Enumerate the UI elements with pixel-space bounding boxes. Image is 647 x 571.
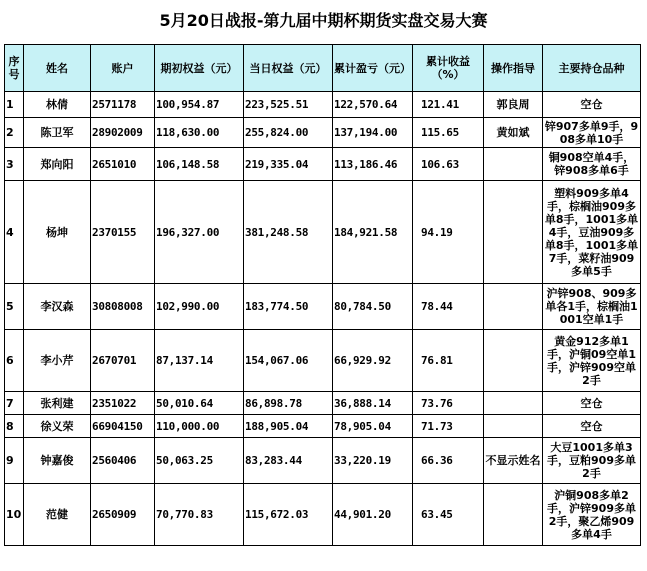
header-account: 账户 xyxy=(91,45,155,92)
header-pnl: 累计盈亏（元） xyxy=(333,45,413,92)
cell-holdings: 黄金912多单1手，沪铜09空单1手，沪锌909空单2手 xyxy=(543,330,641,392)
cell-pnl: 66,929.92 xyxy=(333,330,413,392)
cell-return: 71.73 xyxy=(413,415,484,438)
cell-pnl: 80,784.50 xyxy=(333,284,413,330)
table-row xyxy=(5,484,641,546)
cell-holdings: 空仓 xyxy=(543,415,641,438)
cell-account: 2351022 xyxy=(91,392,155,415)
cell-pnl: 78,905.04 xyxy=(333,415,413,438)
cell-current: 219,335.04 xyxy=(244,148,333,181)
cell-idx: 6 xyxy=(5,330,24,392)
table-row xyxy=(5,392,641,415)
cell-guide xyxy=(484,284,543,330)
cell-name: 徐义荣 xyxy=(24,415,91,438)
cell-guide: 郭良周 xyxy=(484,92,543,118)
table-row xyxy=(5,181,641,284)
cell-holdings: 沪锌908、909多单各1手，棕榈油1001空单1手 xyxy=(543,284,641,330)
cell-return: 63.45 xyxy=(413,484,484,546)
cell-initial: 196,327.00 xyxy=(155,181,244,284)
cell-current: 183,774.50 xyxy=(244,284,333,330)
cell-name: 杨坤 xyxy=(24,181,91,284)
header-guide: 操作指导 xyxy=(484,45,543,92)
cell-name: 钟嘉俊 xyxy=(24,438,91,484)
cell-initial: 50,063.25 xyxy=(155,438,244,484)
cell-return: 121.41 xyxy=(413,92,484,118)
table-row xyxy=(5,415,641,438)
cell-account: 2650909 xyxy=(91,484,155,546)
cell-initial: 102,990.00 xyxy=(155,284,244,330)
cell-current: 86,898.78 xyxy=(244,392,333,415)
cell-return: 78.44 xyxy=(413,284,484,330)
cell-account: 2370155 xyxy=(91,181,155,284)
cell-name: 李小芹 xyxy=(24,330,91,392)
header-initial: 期初权益（元） xyxy=(155,45,244,92)
cell-initial: 110,000.00 xyxy=(155,415,244,438)
header-current: 当日权益（元） xyxy=(244,45,333,92)
table-row xyxy=(5,148,641,181)
cell-pnl: 184,921.58 xyxy=(333,181,413,284)
cell-current: 381,248.58 xyxy=(244,181,333,284)
cell-return: 94.19 xyxy=(413,181,484,284)
table-row xyxy=(5,438,641,484)
header-return: 累计收益（%） xyxy=(413,45,484,92)
header-idx: 序号 xyxy=(5,45,24,92)
cell-guide xyxy=(484,415,543,438)
table-row xyxy=(5,118,641,148)
table-row xyxy=(5,92,641,118)
cell-name: 李汉森 xyxy=(24,284,91,330)
cell-name: 郑向阳 xyxy=(24,148,91,181)
cell-pnl: 113,186.46 xyxy=(333,148,413,181)
cell-guide xyxy=(484,484,543,546)
cell-holdings: 锌907多单9手，908多单10手 xyxy=(543,118,641,148)
cell-name: 林倩 xyxy=(24,92,91,118)
cell-idx: 4 xyxy=(5,181,24,284)
cell-pnl: 44,901.20 xyxy=(333,484,413,546)
cell-account: 2571178 xyxy=(91,92,155,118)
cell-guide xyxy=(484,181,543,284)
cell-holdings: 空仓 xyxy=(543,92,641,118)
cell-idx: 9 xyxy=(5,438,24,484)
table-row xyxy=(5,284,641,330)
cell-name: 陈卫军 xyxy=(24,118,91,148)
cell-account: 2670701 xyxy=(91,330,155,392)
cell-current: 188,905.04 xyxy=(244,415,333,438)
cell-account: 30808008 xyxy=(91,284,155,330)
cell-idx: 3 xyxy=(5,148,24,181)
header-holdings: 主要持仓品种 xyxy=(543,45,641,92)
cell-idx: 5 xyxy=(5,284,24,330)
cell-return: 73.76 xyxy=(413,392,484,415)
cell-holdings: 沪铜908多单2手，沪锌909多单2手，聚乙烯909多单4手 xyxy=(543,484,641,546)
cell-initial: 100,954.87 xyxy=(155,92,244,118)
header-row xyxy=(5,45,641,92)
cell-account: 2651010 xyxy=(91,148,155,181)
cell-current: 83,283.44 xyxy=(244,438,333,484)
cell-name: 张利建 xyxy=(24,392,91,415)
cell-current: 115,672.03 xyxy=(244,484,333,546)
cell-initial: 70,770.83 xyxy=(155,484,244,546)
cell-holdings: 空仓 xyxy=(543,392,641,415)
cell-idx: 10 xyxy=(5,484,24,546)
page-title: 5月20日战报-第九届中期杯期货实盘交易大赛 xyxy=(159,11,488,30)
cell-current: 255,824.00 xyxy=(244,118,333,148)
cell-pnl: 33,220.19 xyxy=(333,438,413,484)
cell-guide: 黄如斌 xyxy=(484,118,543,148)
cell-account: 28902009 xyxy=(91,118,155,148)
cell-holdings: 大豆1001多单3手，豆粕909多单2手 xyxy=(543,438,641,484)
cell-name: 范健 xyxy=(24,484,91,546)
cell-account: 66904150 xyxy=(91,415,155,438)
cell-guide xyxy=(484,392,543,415)
cell-guide xyxy=(484,148,543,181)
cell-holdings: 塑料909多单4手，棕榈油909多单8手，1001多单4手，豆油909多单8手，1001多单7手，菜籽油909多单5手 xyxy=(543,181,641,284)
cell-account: 2560406 xyxy=(91,438,155,484)
cell-holdings: 铜908空单4手，锌908多单6手 xyxy=(543,148,641,181)
cell-current: 154,067.06 xyxy=(244,330,333,392)
cell-initial: 106,148.58 xyxy=(155,148,244,181)
cell-initial: 50,010.64 xyxy=(155,392,244,415)
cell-idx: 7 xyxy=(5,392,24,415)
cell-return: 115.65 xyxy=(413,118,484,148)
cell-return: 106.63 xyxy=(413,148,484,181)
cell-pnl: 122,570.64 xyxy=(333,92,413,118)
cell-return: 76.81 xyxy=(413,330,484,392)
cell-guide xyxy=(484,330,543,392)
cell-idx: 1 xyxy=(5,92,24,118)
cell-idx: 2 xyxy=(5,118,24,148)
cell-current: 223,525.51 xyxy=(244,92,333,118)
cell-initial: 87,137.14 xyxy=(155,330,244,392)
cell-pnl: 36,888.14 xyxy=(333,392,413,415)
cell-initial: 118,630.00 xyxy=(155,118,244,148)
cell-pnl: 137,194.00 xyxy=(333,118,413,148)
cell-guide: 不显示姓名 xyxy=(484,438,543,484)
table-row xyxy=(5,330,641,392)
cell-idx: 8 xyxy=(5,415,24,438)
ranking-table xyxy=(4,44,641,546)
cell-return: 66.36 xyxy=(413,438,484,484)
header-name: 姓名 xyxy=(24,45,91,92)
